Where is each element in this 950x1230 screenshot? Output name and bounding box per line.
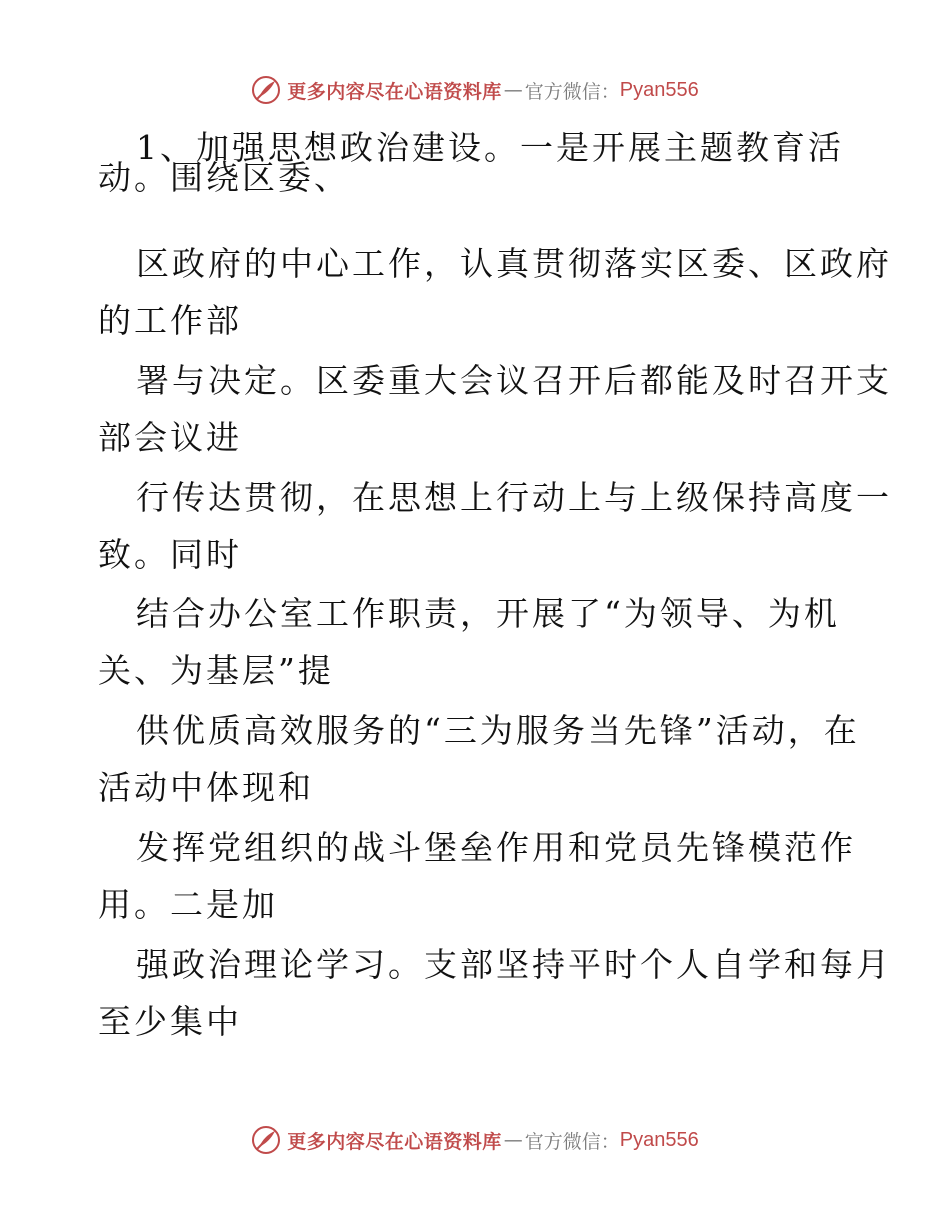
text-line: 强政治理论学习。支部坚持平时个人自学和每月 <box>136 945 892 984</box>
watermark-site-text: 更多内容尽在心语资料库 <box>287 80 502 103</box>
quill-pen-logo-icon <box>251 75 281 105</box>
text-line: 供优质高效服务的“三为服务当先锋”活动，在 <box>136 711 860 750</box>
header-watermark-content <box>251 75 699 105</box>
watermark-separator: — <box>503 1129 523 1151</box>
text-line: 署与决定。区委重大会议召开后都能及时召开支 <box>136 361 892 400</box>
footer-watermark-content <box>251 1125 699 1155</box>
watermark-wechat-label: 官方微信： <box>524 1130 620 1153</box>
text-line: 结合办公室工作职责，开展了“为领导、为机 <box>136 594 840 633</box>
text-line: 用。二是加 <box>98 885 278 924</box>
text-line: 区政府的中心工作，认真贯彻落实区委、区政府 <box>136 244 892 283</box>
quill-pen-logo-icon <box>251 1125 281 1155</box>
header-watermark <box>0 70 950 110</box>
text-line: 致。同时 <box>98 535 242 574</box>
text-line: 的工作部 <box>98 301 242 340</box>
footer-watermark <box>0 1120 950 1160</box>
text-line: 1、加强思想政治建设。一是开展主题教育活 <box>136 128 844 167</box>
text-line: 活动中体现和 <box>98 768 314 807</box>
text-line: 发挥党组织的战斗堡垒作用和党员先锋模范作 <box>136 828 856 867</box>
text-line: 动。围绕区委、 <box>98 158 350 197</box>
watermark-wechat-id: Pyan556 <box>619 78 699 101</box>
text-line: 行传达贯彻，在思想上行动上与上级保持高度一 <box>136 478 892 517</box>
watermark-site-text: 更多内容尽在心语资料库 <box>287 1130 502 1153</box>
watermark-separator: — <box>503 79 523 101</box>
watermark-wechat-label: 官方微信： <box>524 80 620 103</box>
text-line: 关、为基层”提 <box>98 651 334 690</box>
text-line: 部会议进 <box>98 418 242 457</box>
watermark-wechat-id: Pyan556 <box>619 1128 699 1151</box>
text-line: 至少集中 <box>98 1002 242 1041</box>
